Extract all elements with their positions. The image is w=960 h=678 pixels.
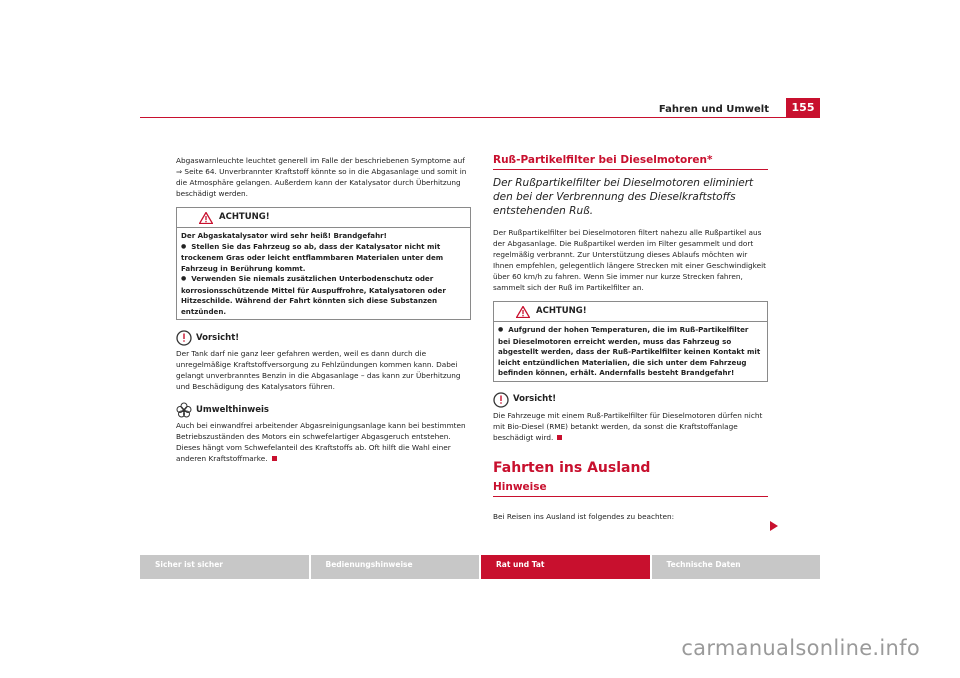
section-end-marker — [272, 456, 277, 461]
warning-bullet-2: ● Verwenden Sie niemals zusätzlichen Unterbodenschutz oder korrosionsschützende Mittel für Auspuffrohre, Katalysatoren oder Hitzeschilde. Während der Fahrt könnten sich diese Substanzen entzünden. — [181, 274, 466, 317]
footer-tab-rat-und-tat[interactable]: Rat und Tat — [481, 555, 650, 579]
section-title-dpf: Ruß-Partikelfilter bei Dieselmotoren* — [493, 155, 768, 170]
warning-lead: Der Abgaskatalysator wird sehr heiß! Brandgefahr! — [181, 231, 387, 240]
warning-box — [176, 207, 471, 320]
continue-arrow-icon — [770, 521, 778, 531]
left-column — [176, 155, 471, 474]
warning-title: ACHTUNG! — [219, 212, 270, 222]
warning-header — [177, 208, 470, 228]
warning-title-dpf: ACHTUNG! — [536, 306, 587, 316]
section-lead: Der Rußpartikelfilter bei Dieselmotoren eliminiert den bei der Verbrennung des Dieselkraftstoffs entstehenden Ruß. — [493, 177, 754, 217]
caution-title-dpf: Vorsicht! — [513, 394, 557, 404]
header-title: Fahren und Umwelt — [658, 104, 769, 115]
caution-block — [176, 330, 471, 392]
footer-nav — [140, 555, 820, 579]
caution-title: Vorsicht! — [196, 332, 240, 343]
environment-block — [176, 402, 471, 464]
page-number: 155 — [786, 98, 820, 118]
caution-text: Der Tank darf nie ganz leer gefahren werden, weil es dann durch die unregelmäßige Kraftstoffversorgung zu Fehlzündungen kommen kann. Dabei gelangt unverbranntes Benzin in die Abgasanlage – das kann zur Überhitzung und Beschädigung des Katalysators führen. — [176, 349, 461, 391]
footer-tab-bedienung[interactable]: Bedienungshinweise — [311, 555, 480, 579]
subsection-text: Bei Reisen ins Ausland ist folgendes zu beachten: — [493, 511, 675, 521]
caution-text-dpf: Die Fahrzeuge mit einem Ruß-Partikelfilter für Dieselmotoren dürfen nicht mit Bio-Diesel (RME) betankt werden, da sonst die Kraftstoffanlage beschädigt wird. — [493, 410, 763, 442]
intro-paragraph: Abgaswarnleuchte leuchtet generell im Falle der beschriebenen Symptome auf ⇒ Seite 64. Unverbrannter Kraftstoff könnte so in die Abgasanlage und somit in die Atmosphäre gelangen. Außerdem kann der Katalysator durch Überhitzung beschädigt werden. — [176, 156, 467, 198]
footer-tab-sicher[interactable]: Sicher ist sicher — [140, 555, 309, 579]
dpf-body-paragraph: Der Rußpartikelfilter bei Dieselmotoren filtert nahezu alle Rußpartikel aus der Abgasanlage. Die Rußpartikel werden im Filter gesammelt und dort regelmäßig verbrannt. Zur Unterstützung dieses Ablaufs möchten wir Ihnen empfehlen, gelegentlich längere Strecken mit einer Geschwindigkeit über 60 km/h zu fahren. Wenn Sie immer nur kurze Strecken fahren, sammelt sich der Ruß im Partikelfilter an. — [493, 228, 767, 292]
caution-header-dpf — [493, 392, 768, 408]
caution-icon — [176, 330, 192, 346]
caution-header — [176, 330, 471, 346]
warning-triangle-icon — [516, 306, 530, 318]
environment-text: Auch bei einwandfrei arbeitender Abgasreinigungsanlage kann bei bestimmten Betriebszuständen des Motors ein schwefelartiger Abgasgeruch entstehen. Dieses hängt vom Schwefelanteil des Kraftstoffs ab. Oft hilft die Wahl einer anderen Kraftstoffmarke. — [176, 421, 466, 463]
warning-bullet-dpf: ● Aufgrund der hohen Temperaturen, die im Ruß-Partikelfilter bei Dieselmotoren erreicht werden, muss das Fahrzeug so abgestellt werden, dass der Ruß-Partikelfilter keinen Kontakt mit leicht entzündlichen Materialien, die sich unter dem Fahrzeug befinden können, erhält. Andernfalls besteht Brandgefahr! — [498, 325, 763, 379]
caution-icon — [493, 392, 509, 408]
warning-header-dpf — [494, 302, 767, 322]
warning-bullet-1: ● Stellen Sie das Fahrzeug so ab, dass der Katalysator nicht mit trockenem Gras oder leicht entflammbaren Materialen unter dem Fahrzeug in Berührung kommt. — [181, 242, 466, 275]
warning-triangle-icon — [199, 212, 213, 224]
section-end-marker — [557, 435, 562, 440]
flower-icon — [176, 402, 192, 418]
chapter-title: Fahrten ins Ausland — [493, 459, 651, 476]
right-column — [493, 155, 768, 522]
watermark: carmanualsonline.info — [681, 636, 920, 660]
footer-tab-technische-daten[interactable]: Technische Daten — [652, 555, 821, 579]
warning-box-dpf — [493, 301, 768, 382]
subsection-title: Hinweise — [493, 482, 768, 497]
header-divider — [140, 117, 820, 118]
environment-header — [176, 402, 471, 418]
environment-title: Umwelthinweis — [196, 404, 269, 415]
caution-block-dpf — [493, 392, 768, 443]
